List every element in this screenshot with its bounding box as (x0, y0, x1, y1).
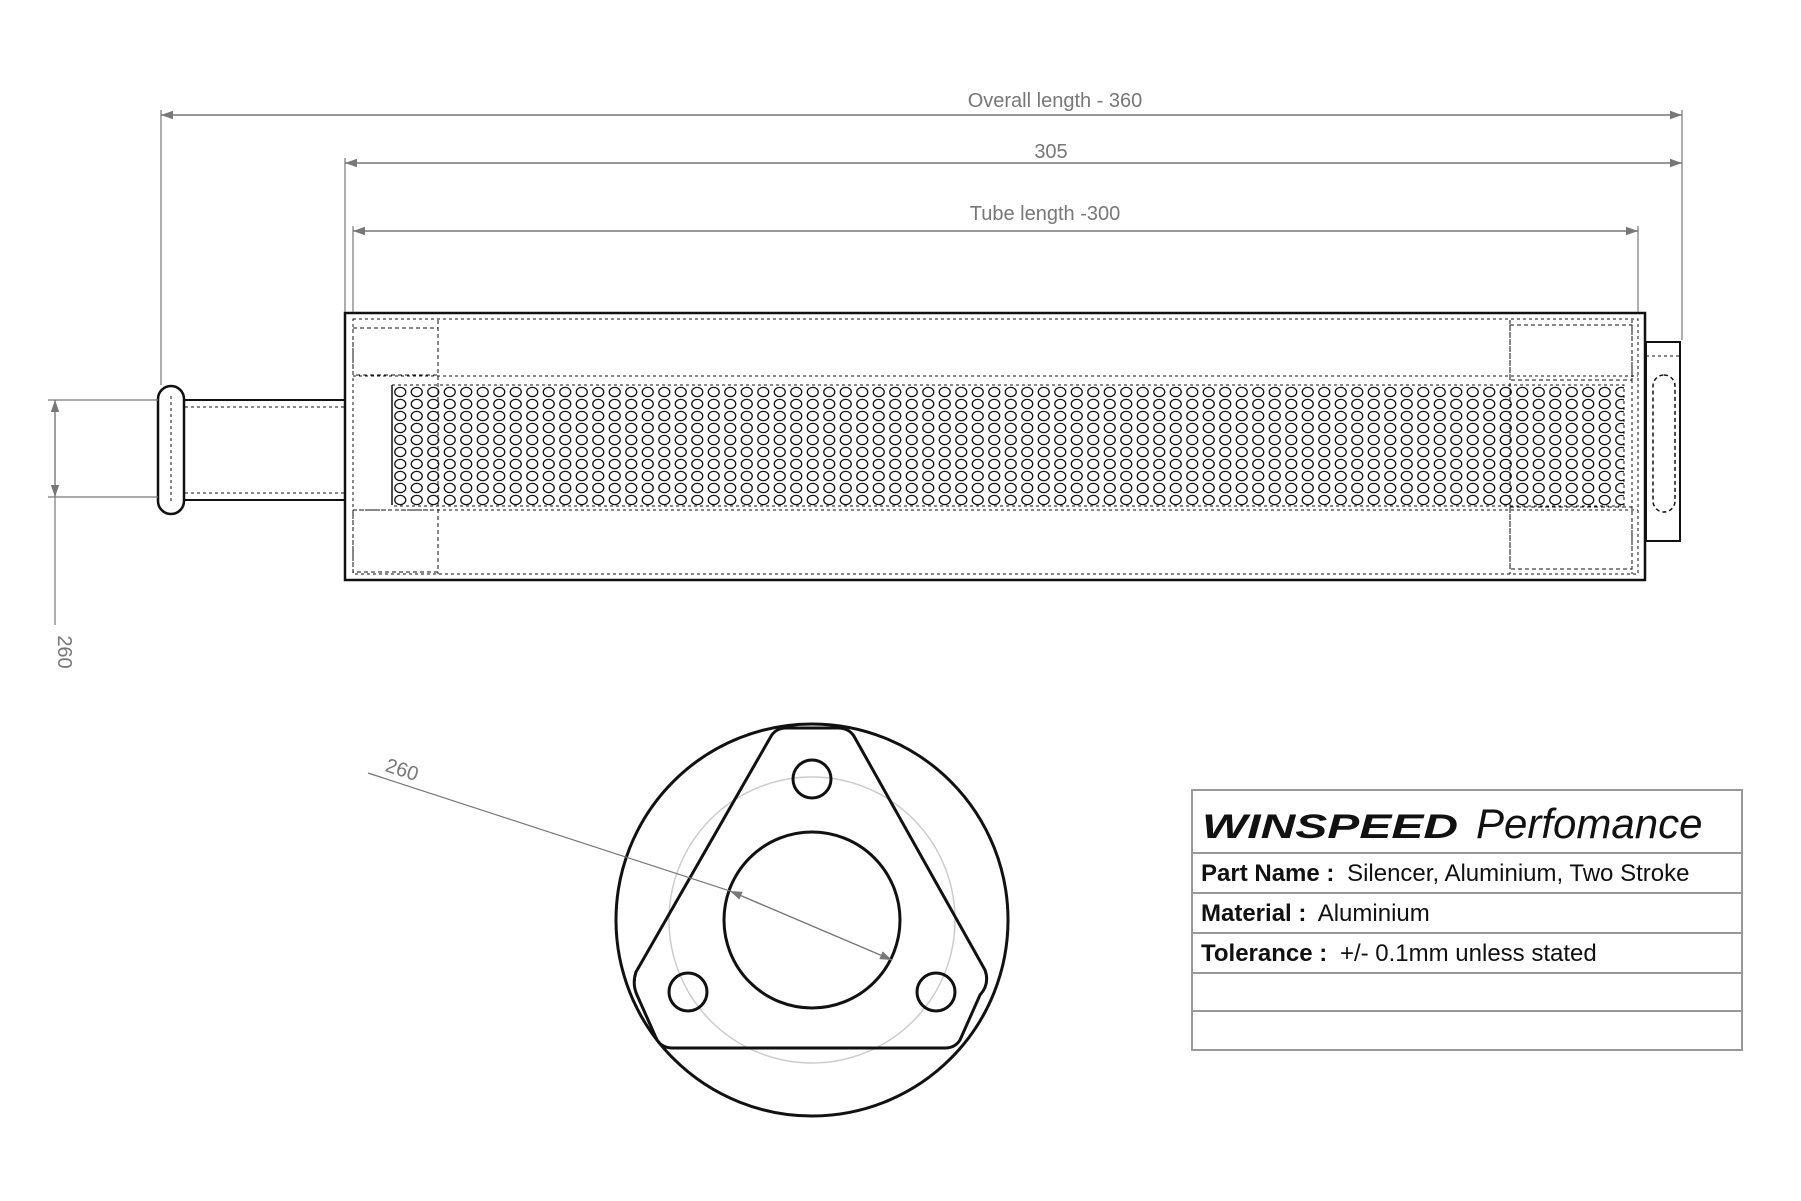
end-view-diagonal-label: 260 (382, 754, 422, 786)
brand-suffix: Perfomance (1476, 800, 1703, 847)
part-name-value: Silencer, Aluminium, Two Stroke (1347, 860, 1690, 887)
part-name-label: Part Name : (1201, 860, 1335, 887)
outlet-tip (1646, 342, 1680, 541)
tolerance-label: Tolerance : (1201, 940, 1328, 967)
center-bore (724, 832, 900, 1008)
title-block (1192, 790, 1742, 1050)
material-label: Material : (1201, 900, 1307, 927)
inlet-pipe (158, 386, 345, 514)
tolerance-value: +/- 0.1mm unless stated (1339, 940, 1597, 967)
bolt-hole-top (793, 760, 831, 798)
dimension-lines (48, 110, 1682, 625)
triangular-flange (634, 728, 986, 1048)
middle-length-label: 305 (1034, 141, 1068, 163)
outer-circle (616, 724, 1008, 1116)
overall-length-label: Overall length - 360 (967, 90, 1143, 112)
svg-text:Tolerance : +/- 0.1mm un (1201, 940, 1597, 967)
svg-text:Part Name : Silencer, Al (1201, 860, 1689, 887)
side-view (158, 313, 1680, 580)
end-view-diagonal-dim (730, 891, 892, 960)
bolt-circle (669, 777, 955, 1063)
dimension-labels (53, 90, 1142, 669)
end-view (368, 724, 1008, 1116)
side-vertical-label: 260 (53, 635, 75, 669)
tube-length-label: Tube length -300 (969, 203, 1121, 225)
material-value: Aluminium (1317, 900, 1430, 927)
brand-logo: WINSPEED (1202, 808, 1458, 846)
perforated-core (392, 385, 1624, 506)
